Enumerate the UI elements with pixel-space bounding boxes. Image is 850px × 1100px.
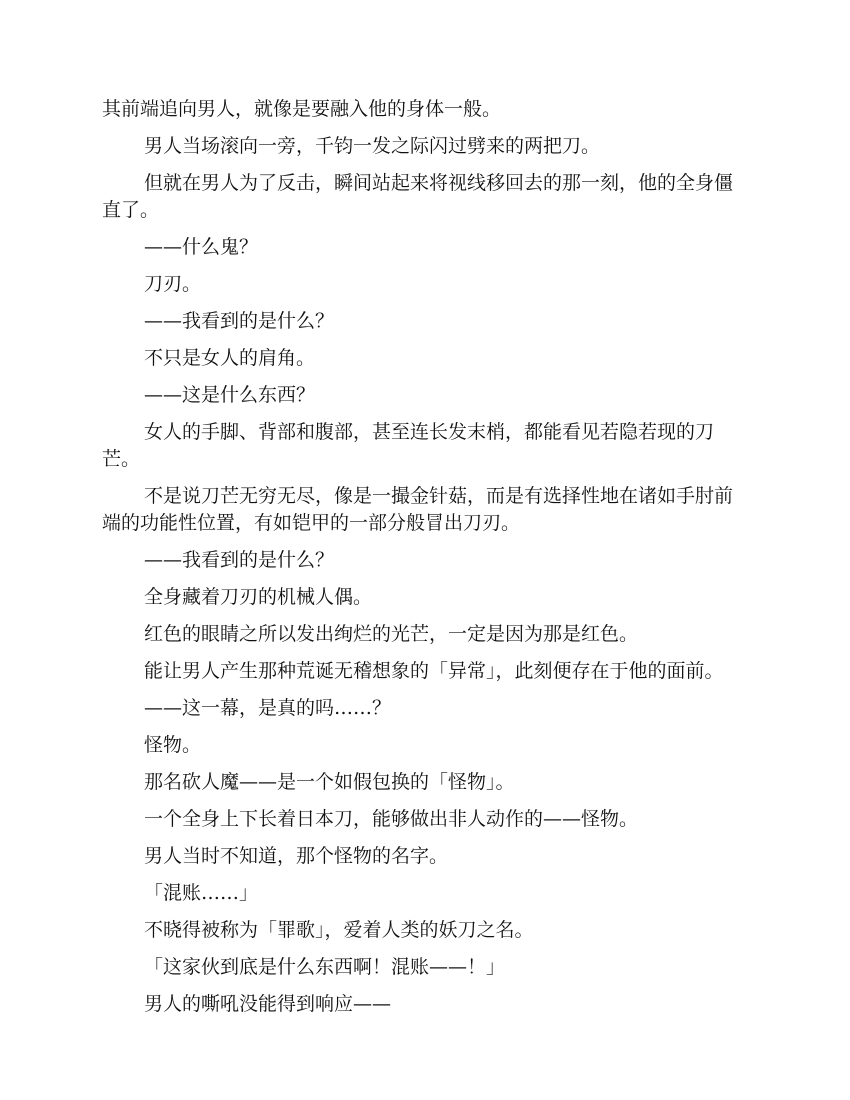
paragraph: 「这家伙到底是什么东西啊！混账——！」 — [144, 956, 506, 978]
paragraph: 男人的嘶吼没能得到响应—— — [144, 993, 392, 1015]
paragraph: 男人当场滚向一旁，千钧一发之际闪过劈来的两把刀。 — [144, 135, 601, 157]
paragraph: 「混账……」 — [144, 882, 259, 904]
paragraph: 女人的手脚、背部和腹部，甚至连长发末梢，都能看见若隐若现的刀芒。 — [102, 421, 715, 470]
paragraph: 不是说刀芒无穷无尽，像是一撮金针菇，而是有选择性地在诸如手肘前端的功能性位置，有如铠甲的一部分般冒出刀刃。 — [102, 485, 734, 534]
document-page — [102, 96, 750, 1028]
paragraph: 全身藏着刀刃的机械人偶。 — [144, 586, 373, 608]
paragraph: 其前端追向男人，就像是要融入他的身体一般。 — [102, 98, 502, 120]
paragraph: ——我看到的是什么？ — [144, 549, 335, 571]
paragraph: 能让男人产生那种荒诞无稽想象的「异常」，此刻便存在于他的面前。 — [144, 660, 724, 682]
paragraph: 刀刃。 — [144, 273, 202, 295]
paragraph: 红色的眼睛之所以发出绚烂的光芒，一定是因为那是红色。 — [144, 623, 639, 645]
paragraph: 男人当时不知道，那个怪物的名字。 — [144, 845, 449, 867]
paragraph: ——什么鬼？ — [144, 236, 259, 258]
paragraph: 那名砍人魔——是一个如假包换的「怪物」。 — [144, 771, 515, 793]
paragraph: ——这一幕，是真的吗……？ — [144, 697, 392, 719]
paragraph: 怪物。 — [144, 734, 202, 756]
paragraph: 不只是女人的肩角。 — [144, 347, 316, 369]
paragraph: ——这是什么东西？ — [144, 384, 316, 406]
paragraph: 一个全身上下长着日本刀，能够做出非人动作的——怪物。 — [144, 808, 639, 830]
paragraph: 但就在男人为了反击，瞬间站起来将视线移回去的那一刻，他的全身僵直了。 — [102, 172, 734, 221]
paragraph: 不晓得被称为「罪歌」，爱着人类的妖刀之名。 — [144, 919, 534, 941]
paragraph: ——我看到的是什么？ — [144, 310, 335, 332]
